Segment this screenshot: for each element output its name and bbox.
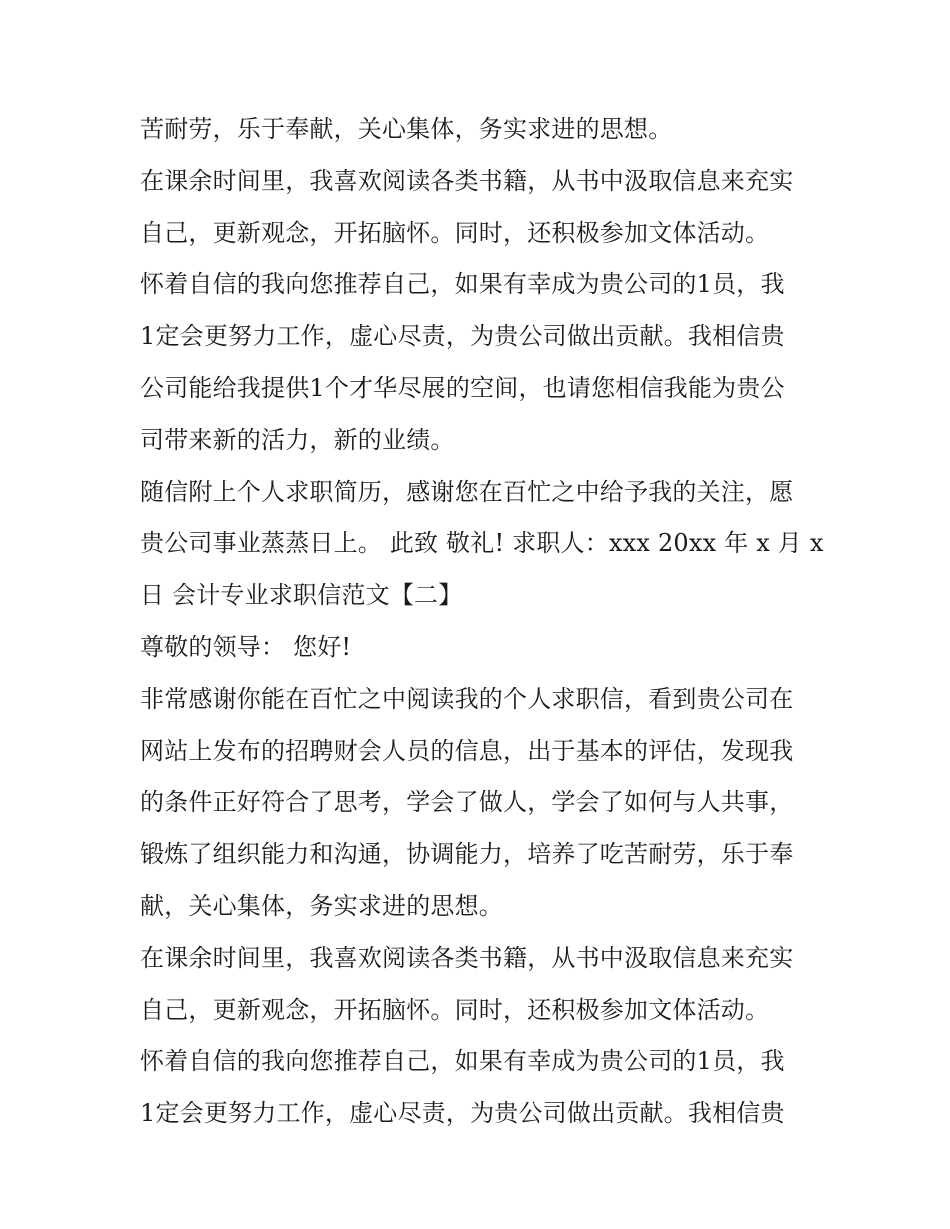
text-line: 在课余时间里，我喜欢阅读各类书籍，从书中汲取信息来充实	[140, 943, 794, 972]
text-line: 公司能给我提供1个才华尽展的空间，也请您相信我能为贵公	[140, 373, 785, 402]
section-heading: 日 会计专业求职信范文【二】	[140, 581, 463, 610]
text-line: 1定会更努力工作，虚心尽责，为贵公司做出贡献。我相信贵	[140, 322, 785, 351]
text-line: 1定会更努力工作，虚心尽责，为贵公司做出贡献。我相信贵	[140, 1099, 785, 1128]
text-line: 锻炼了组织能力和沟通，协调能力，培养了吃苦耐劳，乐于奉	[140, 840, 794, 869]
text-line: 的条件正好符合了思考，学会了做人，学会了如何与人共事，	[140, 788, 794, 817]
text-line: 司带来新的活力，新的业绩。	[140, 425, 455, 454]
text-line: 怀着自信的我向您推荐自己，如果有幸成为贵公司的1员，我	[140, 1047, 785, 1076]
text-line: 自己，更新观念，开拓脑怀。同时，还积极参加文体活动。	[140, 218, 770, 247]
text-line: 怀着自信的我向您推荐自己，如果有幸成为贵公司的1员，我	[140, 270, 785, 299]
text-line: 苦耐劳，乐于奉献，关心集体，务实求进的思想。	[140, 115, 673, 143]
text-line: 随信附上个人求职简历，感谢您在百忙之中给予我的关注，愿	[140, 477, 794, 506]
text-line: 献，关心集体，务实求进的思想。	[140, 891, 503, 920]
text-line: 非常感谢你能在百忙之中阅读我的个人求职信，看到贵公司在	[140, 684, 794, 713]
text-line: 贵公司事业蒸蒸日上。 此致 敬礼! 求职人：xxx 20xx 年 x 月 x	[140, 529, 824, 558]
text-line: 自己，更新观念，开拓脑怀。同时，还积极参加文体活动。	[140, 995, 770, 1024]
document-body	[140, 104, 830, 1140]
text-line: 网站上发布的招聘财会人员的信息，出于基本的评估，发现我	[140, 736, 794, 765]
text-line: 在课余时间里，我喜欢阅读各类书籍，从书中汲取信息来充实	[140, 166, 794, 195]
salutation: 尊敬的领导： 您好!	[140, 632, 352, 661]
